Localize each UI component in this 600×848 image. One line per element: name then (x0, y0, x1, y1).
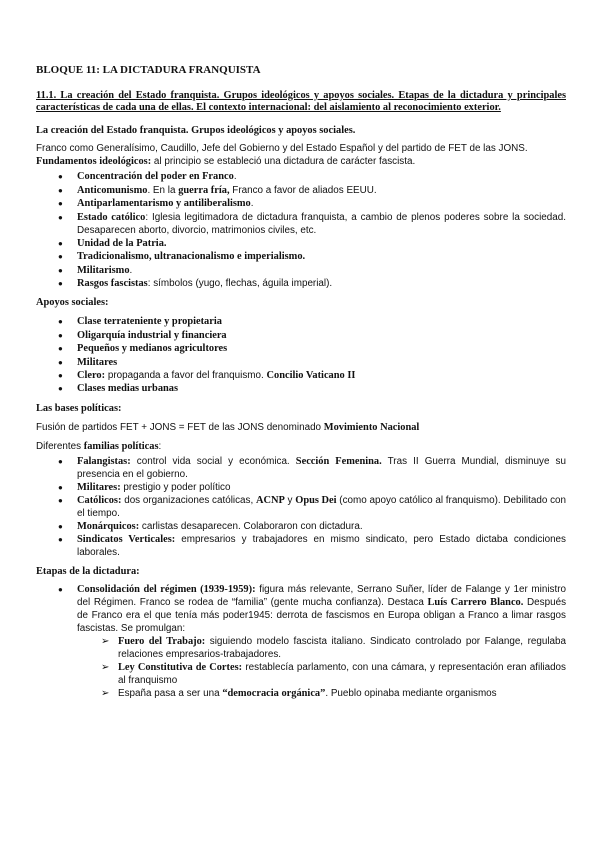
fundamentos-paragraph (36, 155, 566, 168)
item-text: empresarios y trabajadores en mismo sindicato, pero Estado dictaba condiciones laborales. (77, 533, 566, 558)
fusion-bold: Movimiento Nacional (323, 421, 420, 433)
item-bold: Luís Carrero Blanco. (427, 597, 524, 609)
item-text: . En la (147, 184, 179, 196)
list-item (36, 356, 566, 370)
item-bold: guerra fría, (178, 184, 230, 196)
item-bold: Clase terrateniente y propietaria (77, 315, 222, 327)
item-text: control vida social y económica. (130, 455, 296, 467)
item-bold: Oligarquía industrial y financiera (77, 329, 227, 341)
list-item (36, 342, 566, 356)
item-bold: Estado católico (77, 211, 146, 223)
list-item (36, 329, 566, 343)
fundamentos-list (36, 170, 566, 290)
item-text: propaganda a favor del franquismo. (105, 370, 267, 382)
item-text: Después de Franco era el que tenía más poder1945: derrota de fascismos en Europa obligan a Franco a limar rasgos fascistas. Se promulgan: (77, 597, 567, 635)
item-bold: Sindicatos Verticales: (77, 533, 176, 545)
item-text: Franco a favor de aliados EEUU. (229, 184, 377, 196)
apoyos-list (36, 315, 566, 396)
list-item: ● Militarismo. (36, 264, 566, 278)
item-bold: Pequeños y medianos agricultores (77, 343, 228, 355)
item-bold: Sección Femenina. (295, 455, 382, 467)
familias-paragraph (36, 440, 566, 453)
item-bold: Fuero del Trabajo: (118, 636, 206, 648)
item-bold: Tradicionalismo, ultranacionalismo e imperialismo. (77, 251, 306, 263)
section-heading-bases: Las bases políticas: (36, 402, 122, 414)
item-text: España pasa a ser una (118, 688, 223, 700)
sublist-item (77, 687, 566, 700)
item-bold: Rasgos fascistas (77, 278, 148, 290)
section-heading-etapas: Etapas de la dictadura: (36, 565, 140, 577)
block-title: BLOQUE 11: LA DICTADURA FRANQUISTA (36, 64, 261, 76)
familias-bold: familias políticas (83, 440, 159, 452)
familias-text: Diferentes (36, 440, 84, 452)
fusion-paragraph (36, 421, 566, 434)
fundamentos-label: Fundamentos ideológicos: (36, 156, 152, 168)
familias-colon: : (158, 440, 162, 452)
item-text: : Iglesia legitimadora de dictadura franquista, a cambio de plenos poderes sobre la sociedad. Desaparecen aborto, divorcio, matrimonios civiles, etc. (77, 211, 566, 236)
list-item (36, 237, 566, 251)
item-bold: Concentración del poder en Franco (77, 171, 234, 183)
list-item (36, 211, 566, 237)
list-item (36, 382, 566, 396)
section-heading-creation: La creación del Estado franquista. Grupos ideológicos y apoyos sociales. (36, 124, 356, 136)
item-text: : símbolos (yugo, flechas, águila imperial). (147, 278, 333, 290)
list-item (36, 250, 566, 264)
item-bold: Anticomunismo (77, 184, 148, 196)
list-item (36, 315, 566, 329)
item-text: y (284, 494, 296, 506)
list-item (36, 533, 566, 559)
familias-list (36, 455, 566, 559)
item-bold: Militares: (77, 481, 121, 493)
item-text: restablecía parlamento, con una cámara, y representación eran afiliados al franquismo (118, 662, 566, 687)
list-item (36, 369, 566, 382)
sublist-item (77, 635, 566, 661)
item-bold: Antiparlamentarismo y antiliberalismo (77, 197, 251, 209)
unit-subtitle: 11.1. La creación del Estado franquista. Grupos ideológicos y apoyos sociales. Etapas de la dictadura y principales características de cada una de ellas. El contexto internacional: del aislamiento al reconocimiento exterior. (36, 89, 566, 114)
item-bold: Monárquicos: (77, 520, 140, 532)
list-item (36, 494, 566, 520)
item-bold: Clases medias urbanas (77, 383, 179, 395)
item-bold: Opus Dei (295, 494, 337, 506)
franco-paragraph: Franco como Generalísimo, Caudillo, Jefe del Gobierno y del Estado Español y del partido de FET de las JONS. (36, 143, 528, 155)
section-heading-apoyos: Apoyos sociales: (36, 297, 109, 309)
item-bold: Unidad de la Patria. (77, 237, 167, 249)
item-text: prestigio y poder político (120, 481, 231, 493)
item-bold: Militares (77, 356, 118, 368)
item-bold: Clero: (77, 370, 106, 382)
item-bold: Católicos: (77, 494, 122, 506)
list-item: ● Concentración del poder en Franco. (36, 170, 566, 184)
etapa1-sublist (77, 635, 566, 700)
item-text: carlistas desaparecen. Colaboraron con dictadura. (139, 520, 363, 532)
item-bold: Concilio Vaticano II (266, 370, 356, 382)
item-bold: “democracia orgánica” (222, 688, 326, 700)
fusion-text: Fusión de partidos FET + JONS = FET de las JONS denominado (36, 421, 324, 433)
item-text: siguiendo modelo fascista italiano. Sindicato controlado por Falange, regulaba relaciones empresarios-trabajadores. (118, 636, 567, 661)
etapas-list (36, 583, 566, 700)
list-item: ● Antiparlamentarismo y antiliberalismo. (36, 197, 566, 211)
list-item (36, 455, 566, 481)
item-text: dos organizaciones católicas, (121, 494, 256, 506)
item-text: (como apoyo católico al franquismo). Debilitado con el tiempo. (77, 494, 566, 519)
item-text: . Pueblo opinaba mediante organismos (325, 688, 497, 700)
list-item (36, 481, 566, 494)
sublist-item (77, 661, 566, 687)
list-item (36, 583, 566, 700)
list-item (36, 520, 566, 533)
item-text: Tras II Guerra Mundial, disminuye su presencia en el gobierno. (77, 455, 566, 480)
list-item (36, 277, 566, 290)
item-bold: Consolidación del régimen (1939-1959): (77, 584, 256, 596)
document-page (36, 64, 566, 706)
item-bold: Ley Constitutiva de Cortes: (118, 662, 243, 674)
list-item (36, 184, 566, 197)
item-bold: ACNP (255, 494, 285, 506)
item-bold: Militarismo (77, 264, 130, 276)
item-bold: Falangistas: (77, 455, 131, 467)
item-text: figura más relevante, Serrano Suñer, líder de Falange y 1er ministro del Régimen. Franco se rodea de “familia” (gente mucha confianza). Destaca (77, 584, 566, 609)
fundamentos-text: al principio se estableció una dictadura de carácter fascista. (151, 156, 416, 168)
